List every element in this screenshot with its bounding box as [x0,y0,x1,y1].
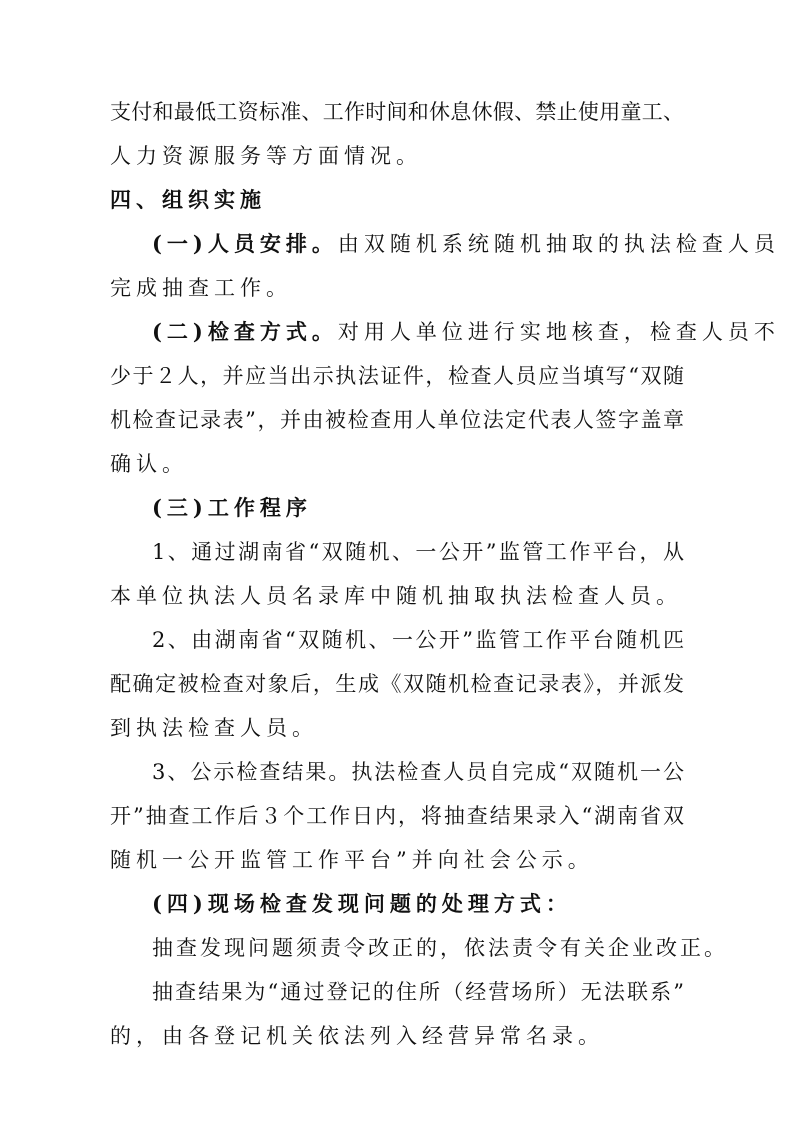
p5-line-1: 抽查结果为“通过登记的住所（经营场所）无法联系” [152,980,684,1004]
p2-text: 对用人单位进行实地核查，检查人员不 [337,320,780,344]
p4-line-1: 抽查发现问题须责令改正的，依法责令有关企业改正。 [152,936,728,960]
p3-1-line-1: 1、通过湖南省“双随机、一公开”监管工作平台，从 [152,540,684,564]
p5-line-2: 的，由各登记机关依法列入经营异常名录。 [110,1024,604,1048]
p3-3-line-3: 随机一公开监管工作平台”并向社会公示。 [110,848,594,872]
p3-2-line-2: 配确定被检查对象后，生成《双随机检查记录表》，并派发 [110,672,684,696]
p2-heading: (二)检查方式。 [152,319,338,344]
intro-line-1: 支付和最低工资标准、工作时间和休息休假、禁止使用童工、 [110,100,684,124]
p3-2-line-3: 到执法检查人员。 [110,716,318,740]
p3-1-line-2: 本单位执法人员名录库中随机抽取执法检查人员。 [110,584,682,608]
p2-line-1 [152,312,780,352]
section-4-heading: 四、组织实施 [110,187,266,212]
p1-line-2: 完成抽查工作。 [110,276,292,300]
p4-heading: (四)现场检查发现问题的处理方式： [152,891,572,916]
p3-3-line-2: 开”抽查工作后３个工作日内，将抽查结果录入“湖南省双 [110,804,684,828]
p1-line-1 [152,224,780,264]
p3-heading: (三)工作程序 [152,495,312,520]
p1-text: 由双随机系统随机抽取的执法检查人员 [337,232,780,256]
p3-3-line-1: 3、公示检查结果。执法检查人员自完成“双随机一公 [152,760,684,784]
p2-line-2: 少于２人，并应当出示执法证件，检查人员应当填写“双随 [110,364,684,388]
p3-2-line-1: 2、由湖南省“双随机、一公开”监管工作平台随机匹 [152,628,684,652]
intro-line-2: 人力资源服务等方面情况。 [110,144,422,168]
p1-heading: (一)人员安排。 [152,231,338,256]
p2-line-4: 确认。 [110,452,188,476]
p2-line-3: 机检查记录表”，并由被检查用人单位法定代表人签字盖章 [110,408,684,432]
